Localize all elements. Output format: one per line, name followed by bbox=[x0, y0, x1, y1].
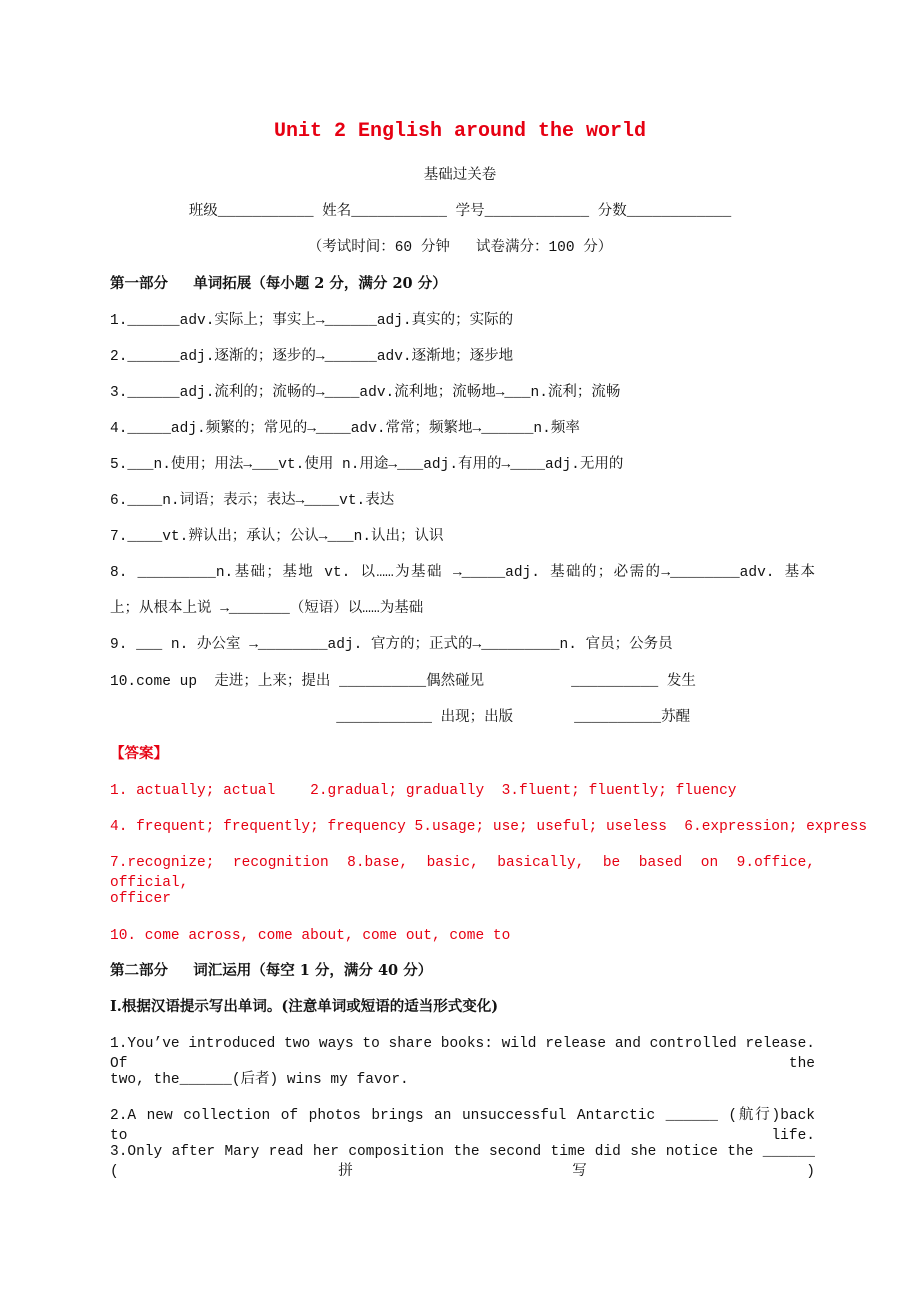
list-item: 9. ___ n. 办公室 →________adj. 官方的；正式的→_________n. 官员；公务员 bbox=[110, 637, 673, 653]
answer-line: 4. frequent; frequently; frequency 5.usage; use; useful; useless 6.expression; express bbox=[110, 819, 868, 835]
part1-heading: 第一部分 单词拓展（每小题 2 分，满分 20 分） bbox=[110, 275, 447, 292]
exam-info: （考试时间：60 分钟 试卷满分：100 分） bbox=[307, 240, 613, 256]
list-item: 10.come up 走进；上来；提出 __________偶然碰见 __________ 发生 bbox=[110, 674, 696, 690]
question-line: two, the______(后者) wins my favor. bbox=[110, 1072, 409, 1088]
list-item: 6.____n.词语；表示；表达→____vt.表达 bbox=[110, 493, 395, 509]
answer-line: 10. come across, come about, come out, come to bbox=[110, 928, 511, 944]
list-item: 上；从根本上说 →_______（短语）以……为基础 bbox=[110, 601, 424, 617]
list-item: 8. _________n.基础；基地 vt. 以……为基础 →_____adj. 基础的；必需的→________adv. 基本 bbox=[110, 565, 815, 581]
question-line: 2.A new collection of photos brings an unsuccessful Antarctic ______ (航行)back to life. bbox=[110, 1108, 815, 1144]
question-line: 3.Only after Mary read her composition the second time did she notice the ______ (拼写) bbox=[110, 1144, 815, 1180]
list-item: 1.______adv.实际上；事实上→______adj.真实的；实际的 bbox=[110, 313, 514, 329]
answer-line: 1. actually; actual 2.gradual; gradually 3.fluent; fluently; fluency bbox=[110, 783, 737, 799]
document-title: Unit 2 English around the world bbox=[273, 120, 647, 143]
part2-heading: 第二部分 词汇运用（每空 1 分，满分 40 分） bbox=[110, 962, 433, 979]
answer-line: officer bbox=[110, 891, 171, 907]
list-item: 4._____adj.频繁的；常见的→____adv.常常；频繁地→______n.频率 bbox=[110, 421, 580, 437]
student-info-line: 班级___________ 姓名___________ 学号____________ 分数____________ bbox=[188, 204, 732, 220]
subtitle: 基础过关卷 bbox=[423, 168, 497, 184]
list-item: 7.____vt.辨认出；承认；公认→___n.认出；认识 bbox=[110, 529, 444, 545]
list-item: ___________ 出现；出版 __________苏醒 bbox=[110, 710, 691, 726]
list-item: 2.______adj.逐渐的；逐步的→______adv.逐渐地；逐步地 bbox=[110, 349, 514, 365]
list-item: 3.______adj.流利的；流畅的→____adv.流利地；流畅地→___n.流利；流畅 bbox=[110, 385, 621, 401]
list-item: 5.___n.使用；用法→___vt.使用 n.用途→___adj.有用的→____adj.无用的 bbox=[110, 457, 624, 473]
question-line: 1.You’ve introduced two ways to share books: wild release and controlled release. Of the bbox=[110, 1036, 815, 1072]
section-heading: Ⅰ.根据汉语提示写出单词。(注意单词或短语的适当形式变化) bbox=[110, 998, 499, 1015]
answer-line: 7.recognize; recognition 8.base, basic, basically, be based on 9.office, official, bbox=[110, 855, 815, 891]
answer-heading: 【答案】 bbox=[110, 745, 168, 762]
